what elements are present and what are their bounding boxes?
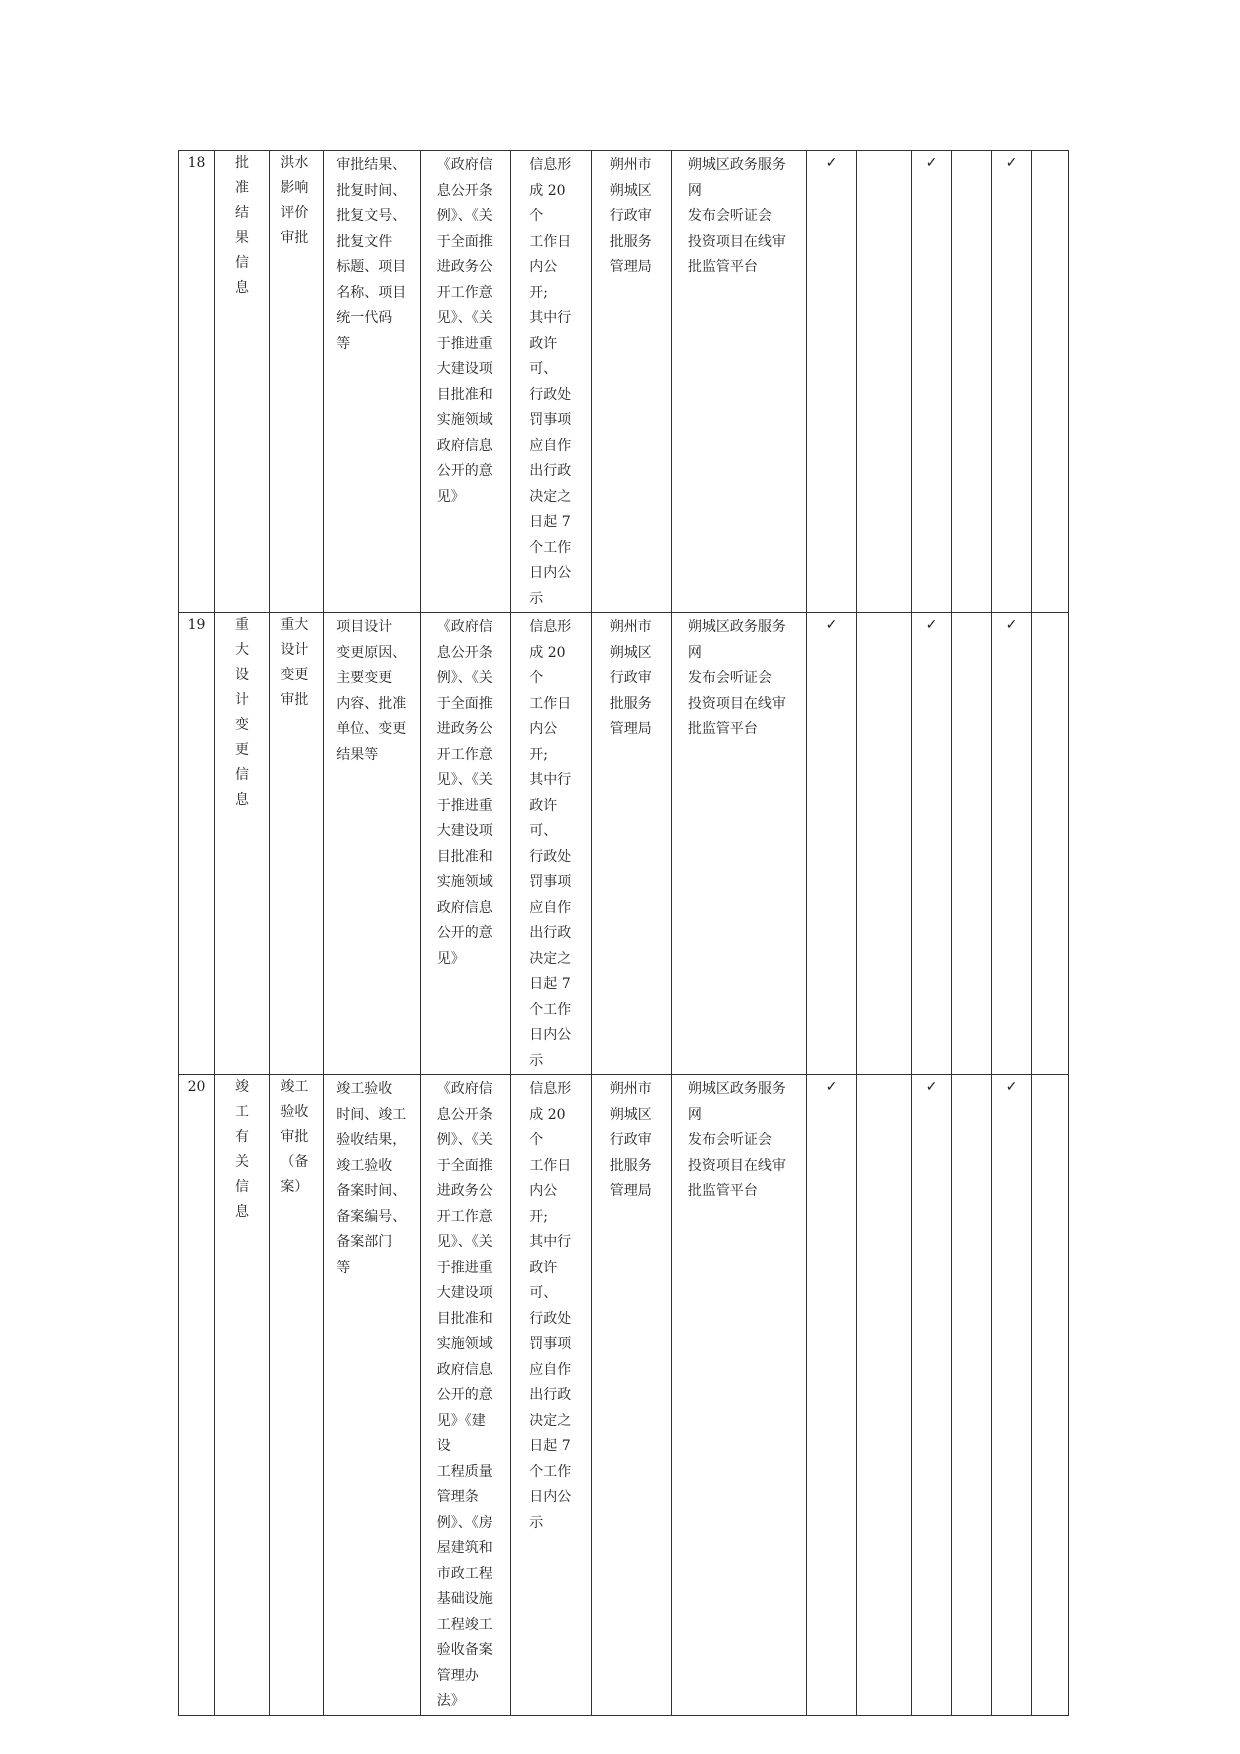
row-number: 18 [179,151,215,613]
item-cell [270,1075,324,1716]
check-cell [1032,1075,1069,1716]
check-cell: ✓ [807,1075,857,1716]
check-cell: ✓ [912,1075,952,1716]
basis-text: 《政府信 息公开条 例》、《关 于全面推 进政务公 开工作意 见》、《关 于推进重 大建设项 目批准和 实施领域 政府信息 公开的意 见》《建设 工程质量 管理条 例》、《房 屋建筑和 市政工程 基础设施 工程竣工 验收备案 管理办 法》 [436,1081,493,1709]
time-text: 信息形 成 20 个 工作日 内公开; 其中行 政许可、 行政处 罚事项 应自作 出行政 决定之 日起 7 个工作 日内公 示 [529,1081,572,1531]
check-cell: ✓ [807,613,857,1075]
channel-cell [672,1075,807,1716]
check-cell [857,151,912,613]
category-cell [215,1075,270,1716]
basis-text: 《政府信 息公开条 例》、《关 于全面推 进政务公 开工作意 见》、《关 于推进重 大建设项 目批准和 实施领域 政府信息 公开的意 见》 [436,157,493,505]
row-number: 19 [179,613,215,1075]
table-row [179,613,1069,1075]
subject-text: 朔州市 朔城区 行政审 批服务 管理局 [609,157,652,275]
content-text: 竣工验收 时间、竣工 验收结果， 竣工验收 备案时间、 备案编号、 备案部门 等 [336,1081,407,1276]
check-cell: ✓ [912,151,952,613]
basis-cell [421,613,511,1075]
check-cell [857,1075,912,1716]
category-text: 批准结果信息 [234,155,249,296]
disclosure-table [178,150,1069,1716]
channel-text: 朔城区政务服务 网 发布会听证会 投资项目在线审 批监管平台 [687,157,786,275]
subject-text: 朔州市 朔城区 行政审 批服务 管理局 [609,619,652,737]
check-cell: ✓ [912,613,952,1075]
basis-cell [421,151,511,613]
time-cell [511,1075,592,1716]
subject-text: 朔州市 朔城区 行政审 批服务 管理局 [609,1081,652,1199]
check-cell [952,151,992,613]
item-cell [270,613,324,1075]
time-cell [511,151,592,613]
item-text: 竣工验收审批（备案） [280,1079,309,1195]
content-text: 项目设计 变更原因、 主要变更 内容、批准 单位、变更 结果等 [336,619,407,763]
category-text: 竣工有关信息 [234,1079,249,1220]
channel-cell [672,151,807,613]
basis-text: 《政府信 息公开条 例》、《关 于全面推 进政务公 开工作意 见》、《关 于推进重 大建设项 目批准和 实施领域 政府信息 公开的意 见》 [436,619,493,967]
subject-cell [592,151,672,613]
check-cell: ✓ [992,613,1032,1075]
channel-text: 朔城区政务服务 网 发布会听证会 投资项目在线审 批监管平台 [687,1081,786,1199]
table-row [179,1075,1069,1716]
check-cell: ✓ [807,151,857,613]
time-text: 信息形 成 20 个 工作日 内公开; 其中行 政许可、 行政处 罚事项 应自作 出行政 决定之 日起 7 个工作 日内公 示 [529,619,572,1069]
check-cell [952,1075,992,1716]
content-cell [324,151,421,613]
basis-cell [421,1075,511,1716]
channel-text: 朔城区政务服务 网 发布会听证会 投资项目在线审 批监管平台 [687,619,786,737]
time-cell [511,613,592,1075]
item-text: 洪水影响评价审批 [280,155,309,246]
content-cell [324,613,421,1075]
subject-cell [592,1075,672,1716]
check-cell [1032,151,1069,613]
item-cell [270,151,324,613]
check-cell [857,613,912,1075]
category-text: 重大设计变更信息 [234,617,249,808]
channel-cell [672,613,807,1075]
content-cell [324,1075,421,1716]
category-cell [215,613,270,1075]
check-cell [1032,613,1069,1075]
item-text: 重大设计变更审批 [280,617,309,708]
time-text: 信息形 成 20 个 工作日 内公开; 其中行 政许可、 行政处 罚事项 应自作 出行政 决定之 日起 7 个工作 日内公 示 [529,157,572,607]
content-text: 审批结果、 批复时间、 批复文号、 批复文件 标题、项目 名称、项目 统一代码 等 [336,157,407,352]
table-row [179,151,1069,613]
category-cell [215,151,270,613]
subject-cell [592,613,672,1075]
check-cell: ✓ [992,151,1032,613]
check-cell: ✓ [992,1075,1032,1716]
check-cell [952,613,992,1075]
row-number: 20 [179,1075,215,1716]
